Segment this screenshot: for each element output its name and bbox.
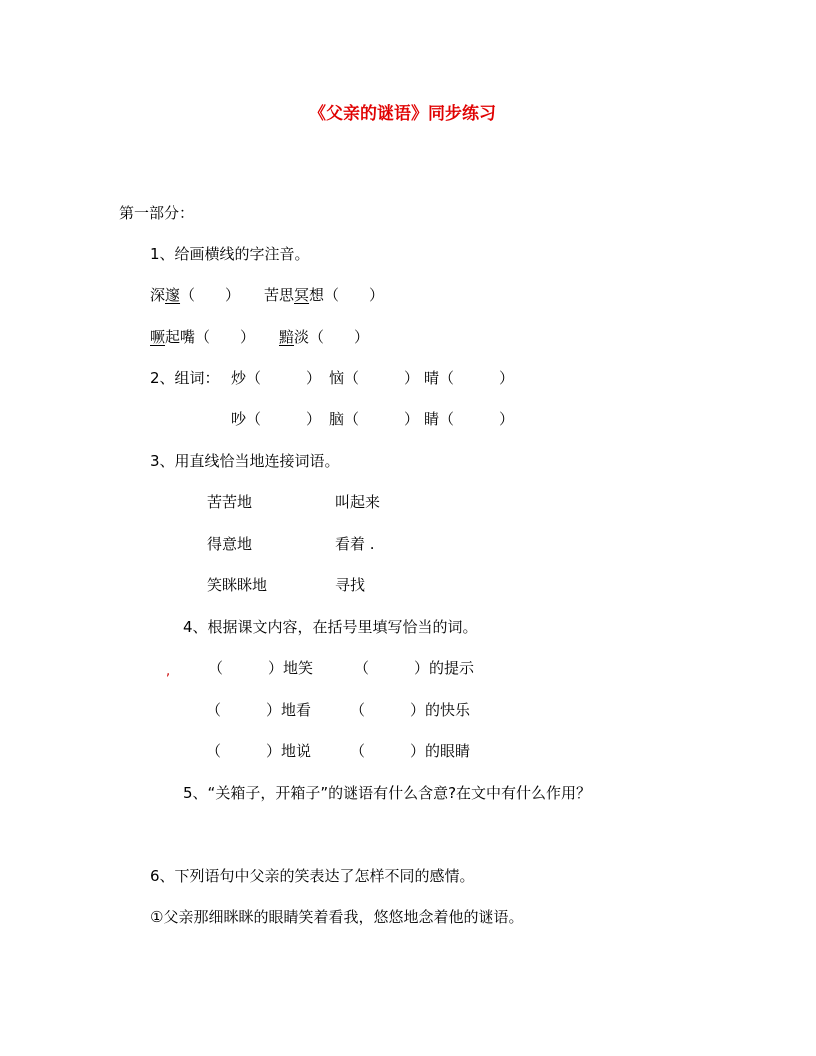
q1-item: 苦思冥想（ ） [264,286,385,304]
underlined-char: 噘 [150,328,166,346]
red-mark: , [166,664,171,679]
q5-prompt: 5、“关箱子，开箱子”的谜语有什么含意?在文中有什么作用？ [183,784,592,802]
q2-item: 晴（ ） [424,369,515,387]
q6-prompt: 6、下列语句中父亲的笑表达了怎样不同的感情。 [150,867,475,885]
q4-item: （ ）地说 [206,742,312,760]
q2-prompt: 2、组词： [150,369,220,387]
page-title: 《父亲的谜语》同步练习 [309,104,496,124]
q4-item: （ ）的提示 [354,659,475,677]
q2-item: 炒（ ） [231,369,322,387]
q2-item: 恼（ ） [329,369,420,387]
q1-item: 深邃（ ） [150,286,241,304]
q3-prompt: 3、用直线恰当地连接词语。 [150,452,340,470]
q6-item: ①父亲那细眯眯的眼睛笑着看我，悠悠地念着他的谜语。 [150,908,524,926]
part-label: 第一部分： [119,204,195,222]
q3-left-word: 笑眯眯地 [207,576,268,594]
q4-item: （ ）地看 [206,701,312,719]
q2-item: 睛（ ） [424,410,515,428]
q4-item: （ ）的快乐 [350,701,471,719]
q3-left-word: 得意地 [207,535,253,553]
q4-prompt: 4、根据课文内容，在括号里填写恰当的词。 [183,618,478,636]
q1-item: 黯淡（ ） [279,328,370,346]
q1-prompt: 1、给画横线的字注音。 [150,245,310,263]
q2-item: 脑（ ） [329,410,420,428]
underlined-char: 冥 [294,286,310,304]
q4-item: （ ）的眼睛 [350,742,471,760]
q3-left-word: 苦苦地 [207,493,253,511]
q2-item: 吵（ ） [231,410,322,428]
q3-right-word: 寻找 [335,576,366,594]
underlined-char: 邃 [165,286,181,304]
q4-item: （ ）地笑 [208,659,314,677]
q3-right-word: 看着 . [335,535,375,553]
underlined-char: 黯 [279,328,295,346]
q1-item: 噘起嘴（ ） [150,328,256,346]
q3-right-word: 叫起来 [335,493,381,511]
